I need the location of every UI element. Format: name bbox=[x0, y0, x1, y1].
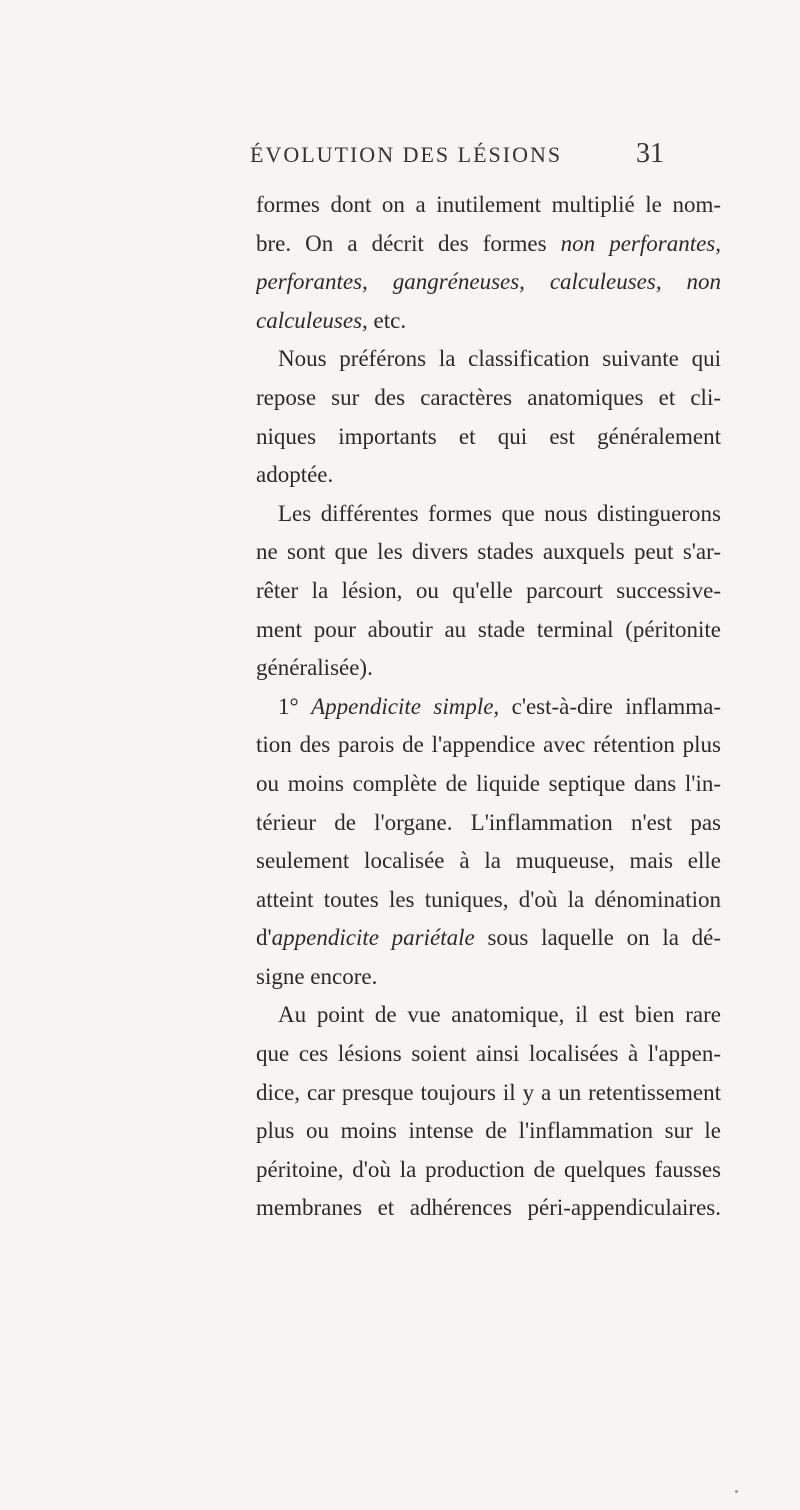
text-line: péritoine, d'où la production de quelques fausses bbox=[256, 1156, 721, 1182]
text-line: d'appendicite pariétale sous laquelle on la dé- bbox=[256, 925, 721, 951]
text-line: que ces lésions soient ainsi localisées à l'appen- bbox=[256, 1041, 721, 1067]
text-line: perforantes, gangréneuses, calculeuses, non bbox=[256, 269, 721, 295]
body-text bbox=[256, 186, 721, 1228]
text-line: Au point de vue anatomique, il est bien rare bbox=[278, 1002, 721, 1028]
text-line: membranes et adhérences péri-appendiculaires. bbox=[256, 1195, 721, 1221]
text-line: térieur de l'organe. L'inflammation n'est pas bbox=[256, 809, 721, 835]
text-line: 1° Appendicite simple, c'est-à-dire inflamma- bbox=[278, 693, 721, 719]
text-line: repose sur des caractères anatomiques et cli- bbox=[256, 384, 721, 410]
page-header bbox=[0, 138, 800, 178]
text-line: généralisée). bbox=[256, 655, 373, 681]
text-line: dice, car presque toujours il y a un retentissement bbox=[256, 1079, 721, 1105]
text-line: signe encore. bbox=[256, 963, 378, 989]
text-line: adoptée. bbox=[256, 462, 334, 488]
paper-speck bbox=[735, 1490, 738, 1493]
text-line: seulement localisée à la muqueuse, mais elle bbox=[256, 848, 721, 874]
text-line: calculeuses, etc. bbox=[256, 307, 407, 333]
text-line: atteint toutes les tuniques, d'où la dénomination bbox=[256, 886, 721, 912]
text-line: ou moins complète de liquide septique dans l'in- bbox=[256, 770, 721, 796]
text-line: Nous préférons la classification suivante qui bbox=[278, 346, 721, 372]
text-line: plus ou moins intense de l'inflammation sur le bbox=[256, 1118, 721, 1144]
running-title: ÉVOLUTION DES LÉSIONS bbox=[250, 142, 563, 167]
text-line: tion des parois de l'appendice avec rétention plus bbox=[256, 732, 721, 758]
text-line: ment pour aboutir au stade terminal (péritonite bbox=[256, 616, 721, 642]
text-line: formes dont on a inutilement multiplié le nom- bbox=[256, 192, 721, 217]
text-line: Les différentes formes que nous distinguerons bbox=[278, 500, 721, 526]
page-number: 31 bbox=[636, 138, 664, 169]
text-line: rêter la lésion, ou qu'elle parcourt successive- bbox=[256, 577, 721, 603]
text-line: niques importants et qui est généralement bbox=[256, 423, 721, 449]
text-line: ne sont que les divers stades auxquels peut s'ar- bbox=[256, 539, 721, 565]
text-line: bre. On a décrit des formes non perforantes, bbox=[256, 230, 721, 256]
